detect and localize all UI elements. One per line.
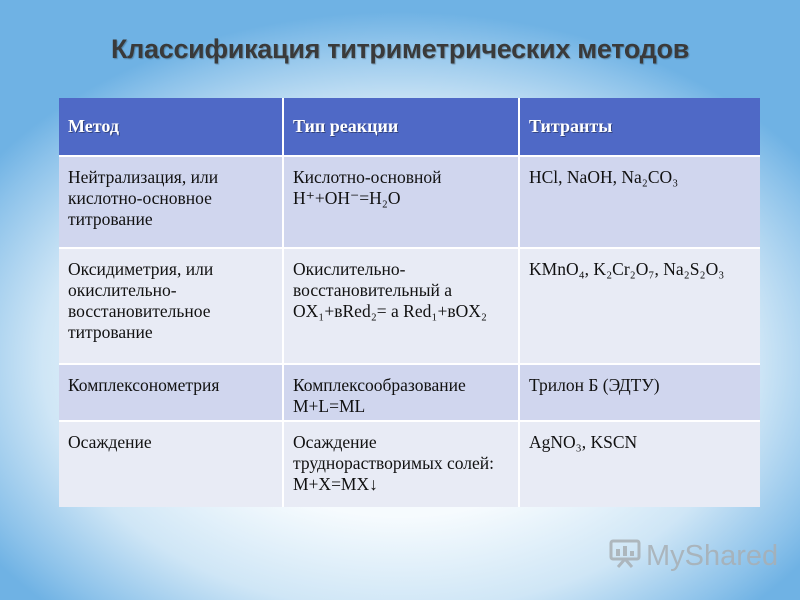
cell-titrants: KMnO₄, K₂Cr₂O₇, Na₂S₂O₃	[519, 248, 760, 364]
cell-titrants: HCl, NaOH, Na₂CO₃	[519, 156, 760, 248]
cell-method: Оксидиметрия, или окислительно-восстановительное титрование	[59, 248, 283, 364]
table-row	[59, 248, 760, 364]
table-row	[59, 364, 760, 421]
table-row	[59, 156, 760, 248]
cell-method: Нейтрализация, или кислотно-основное титрование	[59, 156, 283, 248]
myshared-watermark	[608, 536, 778, 576]
watermark-text: MyShared	[646, 539, 779, 572]
cell-reaction: Осаждение труднорастворимых солей: M+X=MX↓	[283, 421, 519, 507]
cell-titrants: AgNO₃, KSCN	[519, 421, 760, 507]
cell-reaction: Кислотно-основной H⁺+OH⁻=H₂O	[283, 156, 519, 248]
header-method: Метод	[59, 98, 283, 156]
titration-methods-table	[59, 98, 760, 507]
presentation-board-icon	[608, 535, 646, 577]
cell-titrants: Трилон Б (ЭДТУ)	[519, 364, 760, 421]
cell-reaction: Комплексообразование M+L=ML	[283, 364, 519, 421]
cell-reaction: Окислительно-восстановительный a OX₁+вRed₂= a Red₁+вOX₂	[283, 248, 519, 364]
header-titrants: Титранты	[519, 98, 760, 156]
table-row	[59, 421, 760, 507]
cell-method: Комплексонометрия	[59, 364, 283, 421]
cell-method: Осаждение	[59, 421, 283, 507]
slide-title: Классификация титриметрических методов	[110, 34, 689, 64]
header-reaction-type: Тип реакции	[283, 98, 519, 156]
table-header-row	[59, 98, 760, 156]
